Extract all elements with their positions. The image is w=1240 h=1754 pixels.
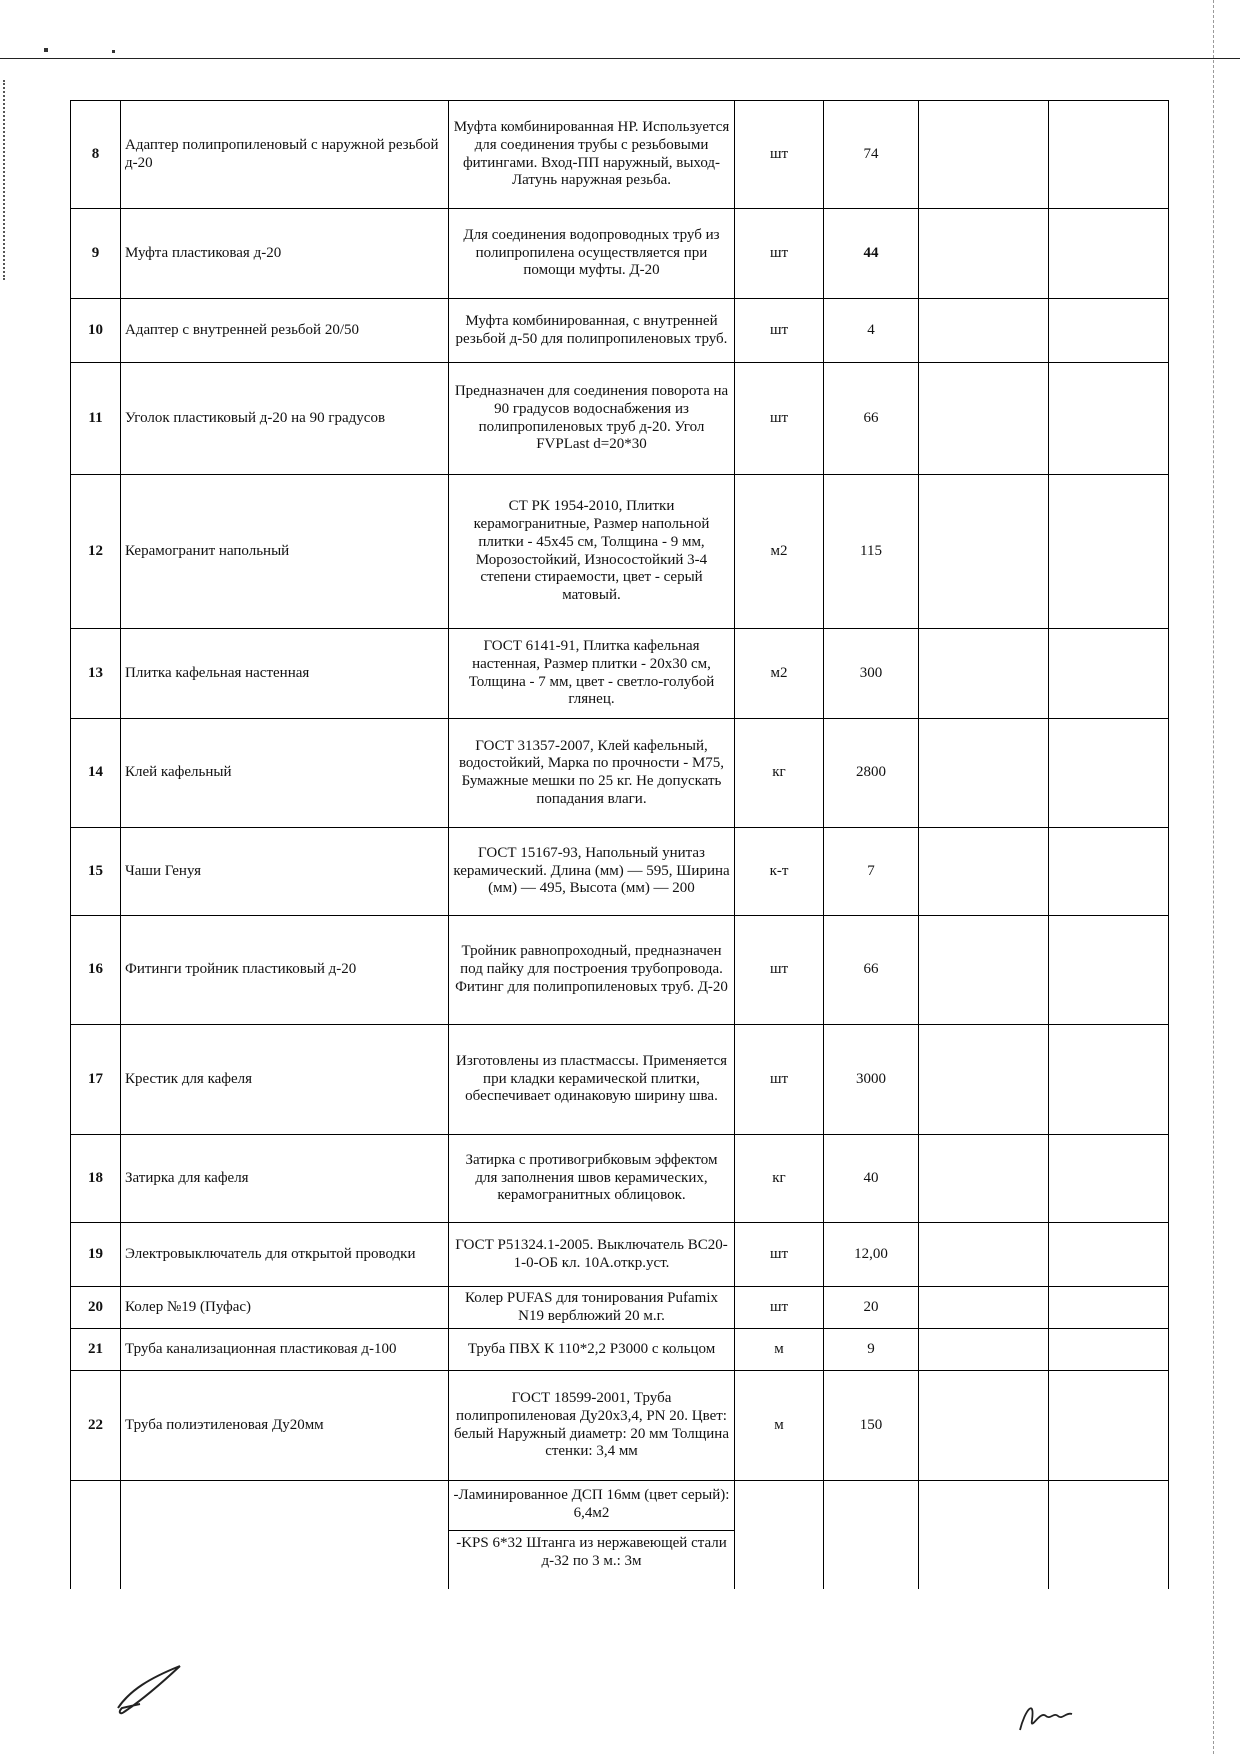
row-number: 17 — [71, 1025, 121, 1135]
row-number: 18 — [71, 1135, 121, 1223]
material-line: -Ламинированное ДСП 16мм (цвет серый): 6,4м2 — [453, 1487, 730, 1521]
item-unit: шт — [735, 363, 824, 475]
table-row — [71, 101, 1169, 209]
item-name: Крестик для кафеля — [121, 1025, 449, 1135]
item-name: Труба канализационная пластиковая д-100 — [121, 1329, 449, 1371]
empty-cell — [919, 363, 1049, 475]
table-row — [71, 299, 1169, 363]
item-description — [449, 1481, 735, 1589]
item-quantity: 4 — [824, 299, 919, 363]
empty-cell — [919, 1371, 1049, 1481]
empty-cell — [919, 719, 1049, 828]
item-description: Колер PUFAS для тонирования Pufamix N19 верблюжий 20 м.г. — [449, 1287, 735, 1329]
row-number: 14 — [71, 719, 121, 828]
item-description: Для соединения водопроводных труб из полипропилена осуществляется при помощи муфты. Д-20 — [449, 209, 735, 299]
row-number: 21 — [71, 1329, 121, 1371]
empty-cell — [919, 828, 1049, 916]
empty-cell — [1049, 475, 1169, 629]
empty-cell — [1049, 1025, 1169, 1135]
empty-cell — [1049, 299, 1169, 363]
item-description: Предназначен для соединения поворота на 90 градусов водоснабжения из полипропиленовых труб д-20. Угол FVPLast d=20*30 — [449, 363, 735, 475]
table-row — [71, 1025, 1169, 1135]
item-description: Труба ПВХ К 110*2,2 Р3000 с кольцом — [449, 1329, 735, 1371]
item-quantity: 40 — [824, 1135, 919, 1223]
item-name: Керамогранит напольный — [121, 475, 449, 629]
item-unit: шт — [735, 1287, 824, 1329]
scan-speck — [44, 48, 48, 52]
item-name: Труба полиэтиленовая Ду20мм — [121, 1371, 449, 1481]
item-unit: шт — [735, 209, 824, 299]
empty-cell — [1049, 828, 1169, 916]
item-name: Адаптер с внутренней резьбой 20/50 — [121, 299, 449, 363]
row-number: 11 — [71, 363, 121, 475]
item-unit: кг — [735, 719, 824, 828]
item-quantity: 20 — [824, 1287, 919, 1329]
table-row — [71, 475, 1169, 629]
table-row — [71, 719, 1169, 828]
item-name: Затирка для кафеля — [121, 1135, 449, 1223]
item-name: Муфта пластиковая д-20 — [121, 209, 449, 299]
item-name: Колер №19 (Пуфас) — [121, 1287, 449, 1329]
empty-cell — [919, 629, 1049, 719]
item-description: ГОСТ 18599-2001, Труба полипропиленовая Ду20х3,4, PN 20. Цвет: белый Наружный диаметр: 20 мм Толщина стенки: 3,4 мм — [449, 1371, 735, 1481]
scan-speck — [112, 50, 115, 53]
empty-cell — [919, 1329, 1049, 1371]
item-description: ГОСТ 6141-91, Плитка кафельная настенная, Размер плитки - 20х30 см, Толщина - 7 мм, цвет - светло-голубой глянец. — [449, 629, 735, 719]
scan-right-edge — [1213, 0, 1214, 1754]
row-number: 19 — [71, 1223, 121, 1287]
empty-cell — [919, 101, 1049, 209]
empty-cell — [1049, 916, 1169, 1025]
item-name: Клей кафельный — [121, 719, 449, 828]
signature-right — [1010, 1690, 1090, 1740]
empty-cell — [1049, 629, 1169, 719]
row-number: 15 — [71, 828, 121, 916]
item-description: СТ РК 1954-2010, Плитки керамогранитные, Размер напольной плитки - 45х45 см, Толщина - 9 мм, Морозостойкий, Износостойкий 3-4 степени стираемости, цвет - серый матовый. — [449, 475, 735, 629]
empty-cell — [919, 1025, 1049, 1135]
table-row — [71, 828, 1169, 916]
item-unit: шт — [735, 101, 824, 209]
item-unit: м — [735, 1371, 824, 1481]
item-quantity: 2800 — [824, 719, 919, 828]
item-unit: м2 — [735, 475, 824, 629]
row-number: 20 — [71, 1287, 121, 1329]
row-number: 12 — [71, 475, 121, 629]
item-description: ГОСТ 15167-93, Напольный унитаз керамический. Длина (мм) — 595, Ширина (мм) — 495, Высота (мм) — 200 — [449, 828, 735, 916]
table-row — [71, 1287, 1169, 1329]
row-number: 13 — [71, 629, 121, 719]
item-unit: к-т — [735, 828, 824, 916]
empty-cell — [919, 209, 1049, 299]
empty-cell — [121, 1481, 449, 1589]
item-name: Чаши Генуя — [121, 828, 449, 916]
item-unit: м — [735, 1329, 824, 1371]
item-unit: шт — [735, 1025, 824, 1135]
item-quantity: 66 — [824, 916, 919, 1025]
empty-cell — [1049, 1481, 1169, 1589]
item-name: Фитинги тройник пластиковый д-20 — [121, 916, 449, 1025]
item-name: Уголок пластиковый д-20 на 90 градусов — [121, 363, 449, 475]
item-description: Затирка с противогрибковым эффектом для заполнения швов керамических, керамогранитных облицовок. — [449, 1135, 735, 1223]
table-row — [71, 1223, 1169, 1287]
item-unit: м2 — [735, 629, 824, 719]
table-row — [71, 363, 1169, 475]
item-quantity: 9 — [824, 1329, 919, 1371]
item-quantity: 7 — [824, 828, 919, 916]
material-line: -KPS 6*32 Штанга из нержавеющей стали д-32 по 3 м.: 3м — [456, 1535, 727, 1570]
scan-left-margin — [3, 80, 9, 280]
item-quantity: 3000 — [824, 1025, 919, 1135]
specification-table — [70, 100, 1169, 1589]
item-quantity: 150 — [824, 1371, 919, 1481]
item-description: Муфта комбинированная, с внутренней резьбой д-50 для полипропиленовых труб. — [449, 299, 735, 363]
empty-cell — [71, 1481, 121, 1589]
item-quantity: 115 — [824, 475, 919, 629]
item-name: Адаптер полипропиленовый с наружной резьбой д-20 — [121, 101, 449, 209]
empty-cell — [919, 1287, 1049, 1329]
table-row — [71, 209, 1169, 299]
row-number: 9 — [71, 209, 121, 299]
empty-cell — [735, 1481, 824, 1589]
empty-cell — [1049, 101, 1169, 209]
item-quantity: 44 — [824, 209, 919, 299]
item-quantity: 12,00 — [824, 1223, 919, 1287]
empty-cell — [1049, 719, 1169, 828]
signature-left — [110, 1660, 200, 1720]
empty-cell — [1049, 209, 1169, 299]
scan-top-edge — [0, 58, 1240, 59]
row-number: 16 — [71, 916, 121, 1025]
empty-cell — [1049, 1329, 1169, 1371]
item-description: ГОСТ 31357-2007, Клей кафельный, водостойкий, Марка по прочности - М75, Бумажные мешки по 25 кг. Не допускать попадания влаги. — [449, 719, 735, 828]
table-row — [71, 916, 1169, 1025]
item-quantity: 74 — [824, 101, 919, 209]
empty-cell — [919, 1135, 1049, 1223]
item-description: Тройник равнопроходный, предназначен под пайку для построения трубопровода. Фитинг для полипропиленовых труб. Д-20 — [449, 916, 735, 1025]
item-unit: шт — [735, 916, 824, 1025]
empty-cell — [919, 299, 1049, 363]
empty-cell — [1049, 363, 1169, 475]
empty-cell — [1049, 1223, 1169, 1287]
item-description: Муфта комбинированная НР. Используется для соединения трубы с резьбовыми фитингами. Вход-ПП наружный, выход-Латунь наружная резьба. — [449, 101, 735, 209]
item-name: Электровыключатель для открытой проводки — [121, 1223, 449, 1287]
table-row — [71, 629, 1169, 719]
item-unit: шт — [735, 299, 824, 363]
item-quantity: 66 — [824, 363, 919, 475]
empty-cell — [824, 1481, 919, 1589]
empty-cell — [919, 475, 1049, 629]
empty-cell — [1049, 1135, 1169, 1223]
table-row — [71, 1371, 1169, 1481]
item-description: ГОСТ Р51324.1-2005. Выключатель ВС20-1-0-ОБ кл. 10А.откр.уст. — [449, 1223, 735, 1287]
table-row — [71, 1481, 1169, 1589]
table-row — [71, 1135, 1169, 1223]
item-unit: кг — [735, 1135, 824, 1223]
row-number: 22 — [71, 1371, 121, 1481]
item-name: Плитка кафельная настенная — [121, 629, 449, 719]
empty-cell — [919, 1223, 1049, 1287]
empty-cell — [919, 916, 1049, 1025]
item-description: Изготовлены из пластмассы. Применяется при кладки керамической плитки, обеспечивает одинаковую ширину шва. — [449, 1025, 735, 1135]
item-unit: шт — [735, 1223, 824, 1287]
item-quantity: 300 — [824, 629, 919, 719]
empty-cell — [1049, 1371, 1169, 1481]
row-number: 10 — [71, 299, 121, 363]
row-number: 8 — [71, 101, 121, 209]
empty-cell — [919, 1481, 1049, 1589]
table-row — [71, 1329, 1169, 1371]
empty-cell — [1049, 1287, 1169, 1329]
